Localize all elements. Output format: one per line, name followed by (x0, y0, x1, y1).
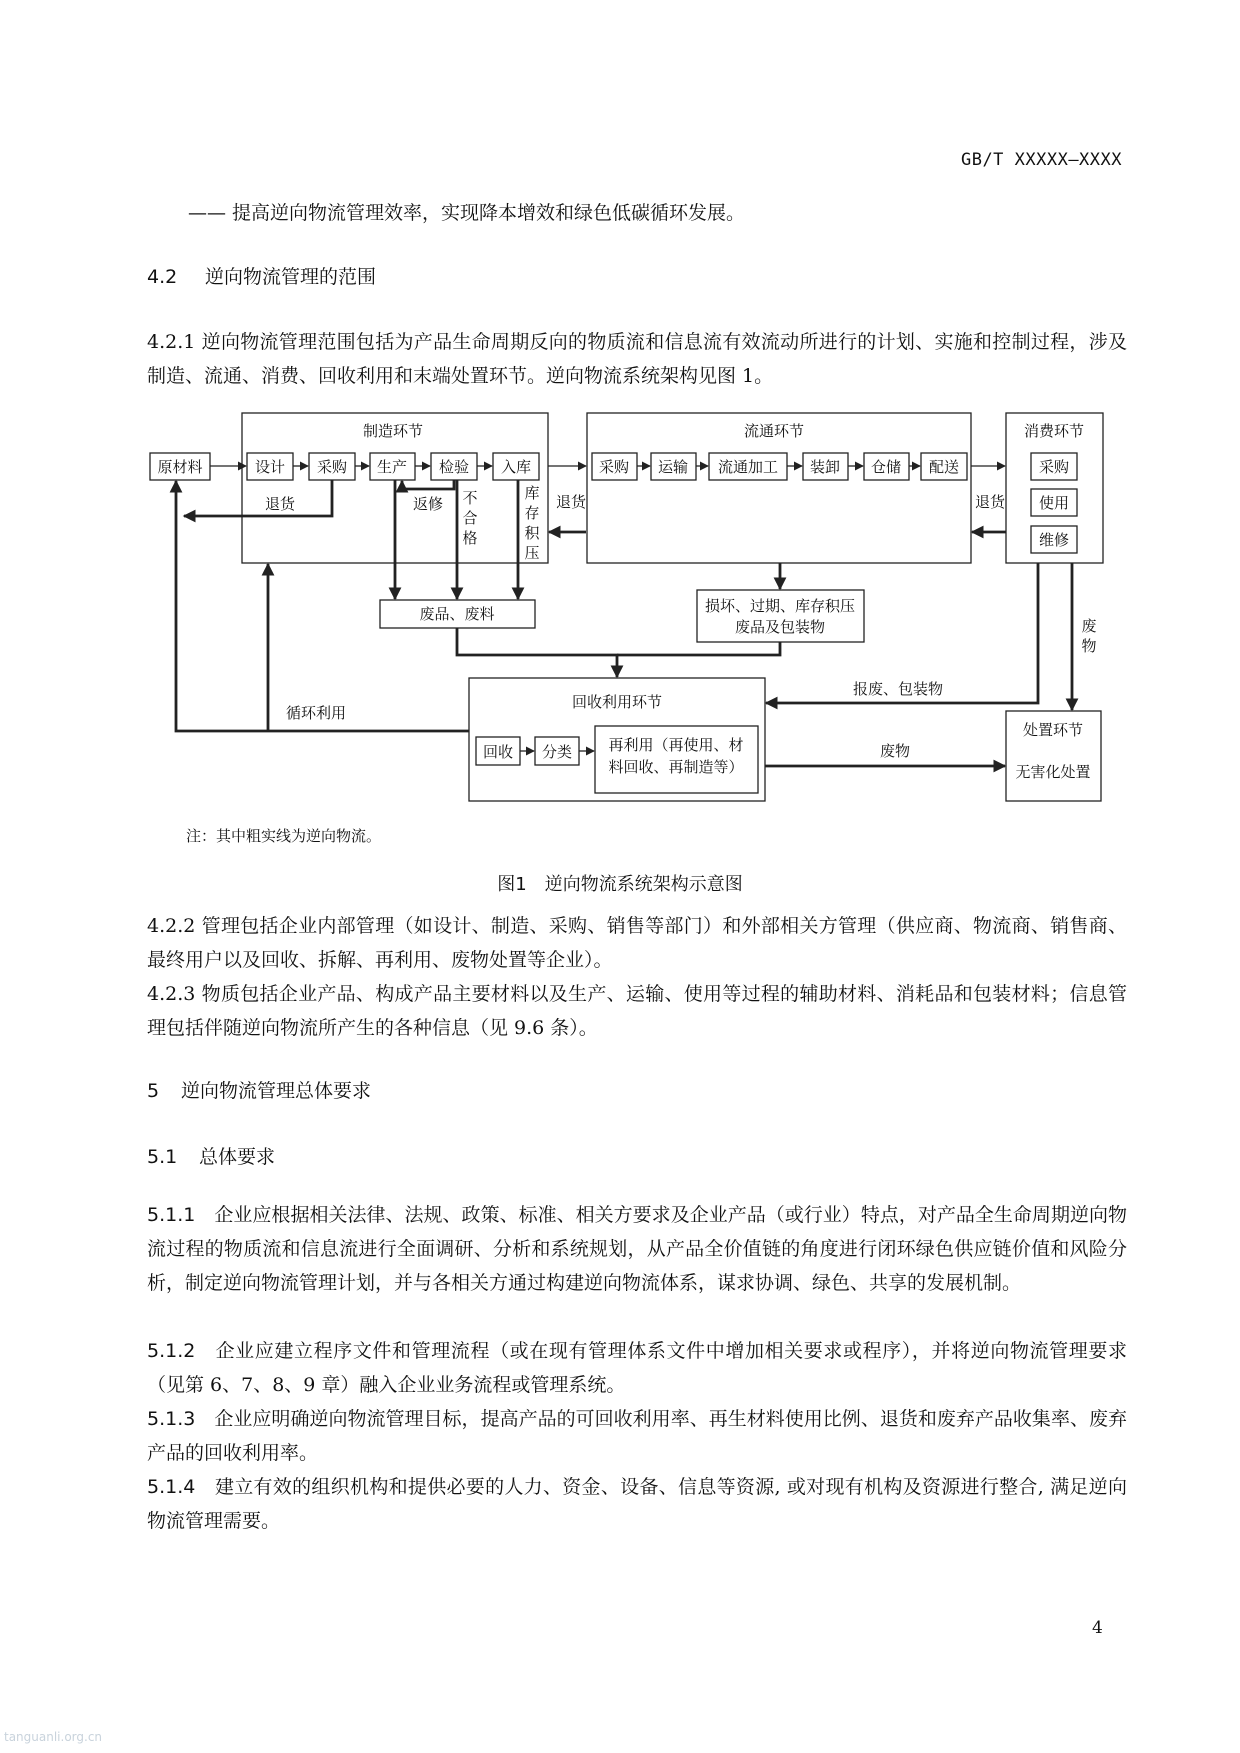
clause-5-1-3 (147, 1402, 1127, 1470)
section-title: 逆向物流管理的范围 (205, 266, 377, 288)
overstock-char-3: 积 (524, 524, 540, 542)
watermark: tanguanli.org.cn (4, 1730, 103, 1744)
scrap-packaging-label: 报废、包装物 (852, 680, 944, 698)
warehouse-in-label: 入库 (500, 458, 532, 476)
clause-number: 5.1.2 (147, 1340, 196, 1362)
section-5-1-heading (147, 1142, 275, 1169)
unqualified-char-1: 不 (462, 489, 478, 507)
handling-label: 装卸 (809, 458, 841, 476)
section-number: 5 (147, 1080, 160, 1102)
unqualified-char-2: 合 (462, 509, 478, 527)
circ-purchase-label: 采购 (598, 458, 630, 476)
waste-vertical-char-1: 废 (1081, 617, 1097, 635)
processing-label: 流通加工 (717, 458, 779, 476)
harmless-disposal-label: 无害化处置 (1015, 763, 1091, 781)
reuse-line-2: 料回收、再制造等） (608, 758, 744, 776)
clause-text: 企业应建立程序文件和管理流程（或在现有管理体系文件中增加相关要求或程序），并将逆向物流管理要求（见第 6、7、8、9 章）融入企业业务流程或管理系统。 (147, 1340, 1127, 1396)
section-5-heading (147, 1076, 371, 1103)
overstock-char-4: 压 (524, 544, 540, 562)
paragraph-4-2-3: 4.2.3 物质包括企业产品、构成产品主要材料以及生产、运输、使用等过程的辅助材料、消耗品和包装材料；信息管理包括伴随逆向物流所产生的各种信息（见 9.6 条）。 (147, 983, 1127, 1039)
recycling-title: 回收利用环节 (571, 693, 663, 711)
design-label: 设计 (254, 458, 286, 476)
produce-label: 生产 (376, 458, 408, 476)
clause-5-1-1 (147, 1198, 1127, 1300)
use-label: 使用 (1038, 494, 1070, 512)
section-title: 总体要求 (199, 1146, 276, 1168)
damage-line-2: 废品及包装物 (734, 618, 826, 636)
return-goods-label-2: 退货 (555, 493, 587, 511)
section-title: 逆向物流管理总体要求 (181, 1080, 372, 1102)
reverse-logistics-diagram (0, 0, 1240, 830)
waste-to-recycling-flow (457, 628, 617, 677)
paragraph-4-2-2: 4.2.2 管理包括企业内部管理（如设计、制造、采购、销售等部门）和外部相关方管理（供应商、物流商、销售商、最终用户以及回收、拆解、再利用、废物处置等企业）。 (147, 915, 1127, 971)
return-goods-label-1: 退货 (264, 495, 296, 513)
consumer-purchase-label: 采购 (1038, 458, 1070, 476)
clause-number: 5.1.4 (147, 1476, 196, 1498)
manufacturing-title: 制造环节 (362, 422, 424, 440)
intro-line: —— 提高逆向物流管理效率，实现降本增效和绿色低碳循环发展。 (188, 202, 746, 224)
clause-number: 5.1.3 (147, 1408, 196, 1430)
storage-label: 仓储 (870, 458, 902, 476)
overstock-char-1: 库 (524, 484, 540, 502)
recover-label: 回收 (482, 743, 514, 761)
repair-label: 维修 (1038, 531, 1070, 549)
section-number: 5.1 (147, 1146, 178, 1168)
rework-label: 返修 (412, 495, 444, 513)
figure-note: 注：其中粗实线为逆向物流。 (186, 827, 382, 845)
waste-vertical-char-2: 物 (1081, 637, 1097, 655)
clause-number: 5.1.1 (147, 1204, 196, 1226)
unqualified-char-3: 格 (462, 529, 478, 547)
clause-5-1-2 (147, 1334, 1127, 1402)
disposal-title: 处置环节 (1022, 721, 1084, 739)
clause-text: 企业应根据相关法律、法规、政策、标准、相关方要求及企业产品（或行业）特点，对产品全生命周期逆向物流过程的物质流和信息流进行全面调研、分析和系统规划，从产品全价值链的角度进行闭环绿色供应链价值和风险分析，制定逆向物流管理计划，并与各相关方通过构建逆向物流体系，谋求协调、绿色、共享的发展机制。 (147, 1204, 1127, 1294)
recycle-use-label: 循环利用 (285, 704, 347, 722)
document-code-header: GB/T XXXXX—XXXX (960, 150, 1122, 170)
inspect-label: 检验 (438, 458, 470, 476)
clause-text: 企业应明确逆向物流管理目标，提高产品的可回收利用率、再生材料使用比例、退货和废弃产品收集率、废弃产品的回收利用率。 (147, 1408, 1127, 1464)
circulation-title: 流通环节 (743, 422, 805, 440)
transport-label: 运输 (657, 458, 689, 476)
damage-to-recycling-flow (617, 642, 780, 655)
return-goods-label-3: 退货 (974, 493, 1006, 511)
damage-line-1: 损坏、过期、库存积压 (704, 597, 856, 615)
waste-products-label: 废品、废料 (419, 605, 495, 623)
section-number: 4.2 (147, 266, 178, 288)
waste-label: 废物 (879, 742, 911, 760)
figure-caption: 图1 逆向物流系统架构示意图 (497, 874, 743, 895)
clause-text: 建立有效的组织机构和提供必要的人力、资金、设备、信息等资源, 或对现有机构及资源进行整合, 满足逆向物流管理需要。 (147, 1476, 1127, 1532)
consumption-title: 消费环节 (1023, 422, 1085, 440)
clause-5-1-4 (147, 1470, 1127, 1538)
purchase-label: 采购 (316, 458, 348, 476)
overstock-char-2: 存 (524, 504, 540, 522)
raw-material-label: 原材料 (157, 458, 203, 476)
reuse-line-1: 再利用（再使用、材 (608, 736, 744, 754)
delivery-label: 配送 (928, 458, 960, 476)
page-number: 4 (1092, 1618, 1103, 1638)
classify-label: 分类 (541, 743, 573, 761)
paragraph-4-2-1: 4.2.1 逆向物流管理范围包括为产品生命周期反向的物质流和信息流有效流动所进行的计划、实施和控制过程，涉及制造、流通、消费、回收利用和末端处置环节。逆向物流系统架构见图 1。 (147, 331, 1127, 387)
